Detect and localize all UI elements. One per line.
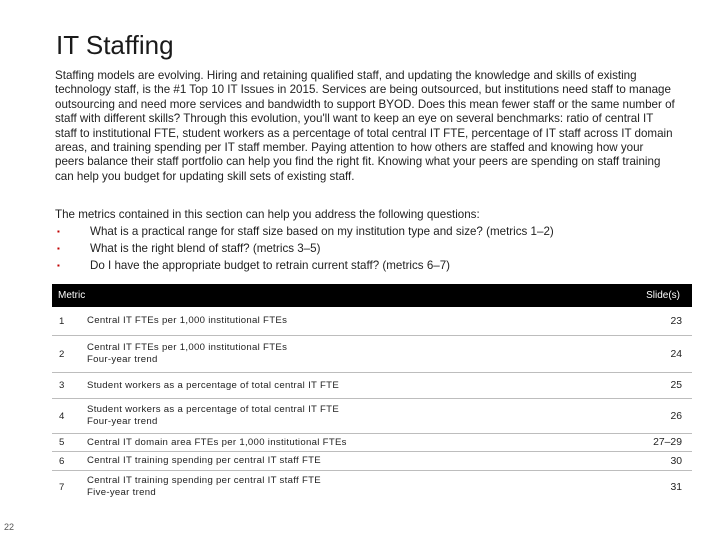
row-slides: 24 <box>670 348 682 360</box>
row-slides: 27–29 <box>653 437 682 448</box>
bullet-icon: ▪ <box>57 227 60 236</box>
row-slides: 30 <box>670 455 682 467</box>
row-metric <box>87 437 622 449</box>
question-text: What is the right blend of staff? (metrics 3–5) <box>90 242 321 255</box>
table-row <box>52 307 692 336</box>
row-number: 3 <box>59 380 65 391</box>
metric-subtext: Five-year trend <box>87 487 157 498</box>
metric-subtext: Four-year trend <box>87 416 158 427</box>
table-row <box>52 434 692 452</box>
row-metric <box>87 475 622 499</box>
row-slides: 23 <box>670 315 682 327</box>
row-slides: 31 <box>670 481 682 493</box>
question-item <box>55 257 675 274</box>
question-item <box>55 240 675 257</box>
table-row <box>52 399 692 434</box>
intro-paragraph: Staffing models are evolving. Hiring and retaining qualified staff, and updating the knowledge and skills of existing technology staff, is the #1 Top 10 IT Issues in 2015. Services are being outsourced, but institutions need staff to manage outsourcing and need more services and bandwidth to support BYOD. Does this mean fewer staff or the same number of staff with different skills? Through this evolution, you'll want to keep an eye on several benchmarks: ratio of central IT staff to institutional FTE, student workers as a percentage of total central IT FTE, percentage of IT staff across IT domain areas, and training spending per IT staff member. Paying attention to how others are staffed and knowing how your peers balance their staff portfolio can help you find the right fit. Knowing what your peers are spending on staff training can help you budget for updating skill sets of existing staff. <box>55 69 675 183</box>
row-slides: 26 <box>670 410 682 422</box>
page-number: 22 <box>4 522 15 532</box>
table-row <box>52 336 692 373</box>
table-row <box>52 452 692 471</box>
question-text: What is a practical range for staff size based on my institution type and size? (metrics 1–2) <box>90 225 554 238</box>
header-slides: Slide(s) <box>646 290 680 301</box>
metrics-table <box>52 284 692 503</box>
questions-list <box>55 223 675 274</box>
bullet-icon: ▪ <box>57 244 60 253</box>
row-slides: 25 <box>670 380 682 391</box>
table-header <box>52 284 692 307</box>
metric-text: Central IT FTEs per 1,000 institutional FTEs <box>87 315 288 326</box>
row-number: 2 <box>59 348 65 360</box>
metric-text: Student workers as a percentage of total central IT FTE <box>87 404 340 415</box>
bullet-icon: ▪ <box>57 261 60 270</box>
row-metric <box>87 342 622 366</box>
row-number: 5 <box>59 437 65 448</box>
row-number: 4 <box>59 410 65 422</box>
metric-text: Central IT training spending per central IT staff FTE <box>87 455 321 466</box>
row-number: 7 <box>59 481 65 493</box>
page-title: IT Staffing <box>56 30 174 60</box>
row-metric <box>87 380 622 392</box>
metric-text: Central IT FTEs per 1,000 institutional FTEs <box>87 342 288 353</box>
metric-text: Central IT domain area FTEs per 1,000 institutional FTEs <box>87 436 347 448</box>
questions-section <box>55 206 675 274</box>
questions-intro: The metrics contained in this section can help you address the following questions: <box>55 208 480 221</box>
row-metric <box>87 455 622 467</box>
metric-subtext: Four-year trend <box>87 354 158 365</box>
question-item <box>55 223 675 240</box>
row-metric <box>87 404 622 428</box>
table-row <box>52 471 692 503</box>
metric-text: Central IT training spending per central IT staff FTE <box>87 475 321 486</box>
table-row <box>52 373 692 399</box>
row-number: 1 <box>59 315 65 327</box>
question-text: Do I have the appropriate budget to retrain current staff? (metrics 6–7) <box>90 259 451 272</box>
metric-text: Student workers as a percentage of total central IT FTE <box>87 379 340 391</box>
header-metric: Metric <box>58 290 86 301</box>
row-metric <box>87 315 622 327</box>
row-number: 6 <box>59 455 65 467</box>
